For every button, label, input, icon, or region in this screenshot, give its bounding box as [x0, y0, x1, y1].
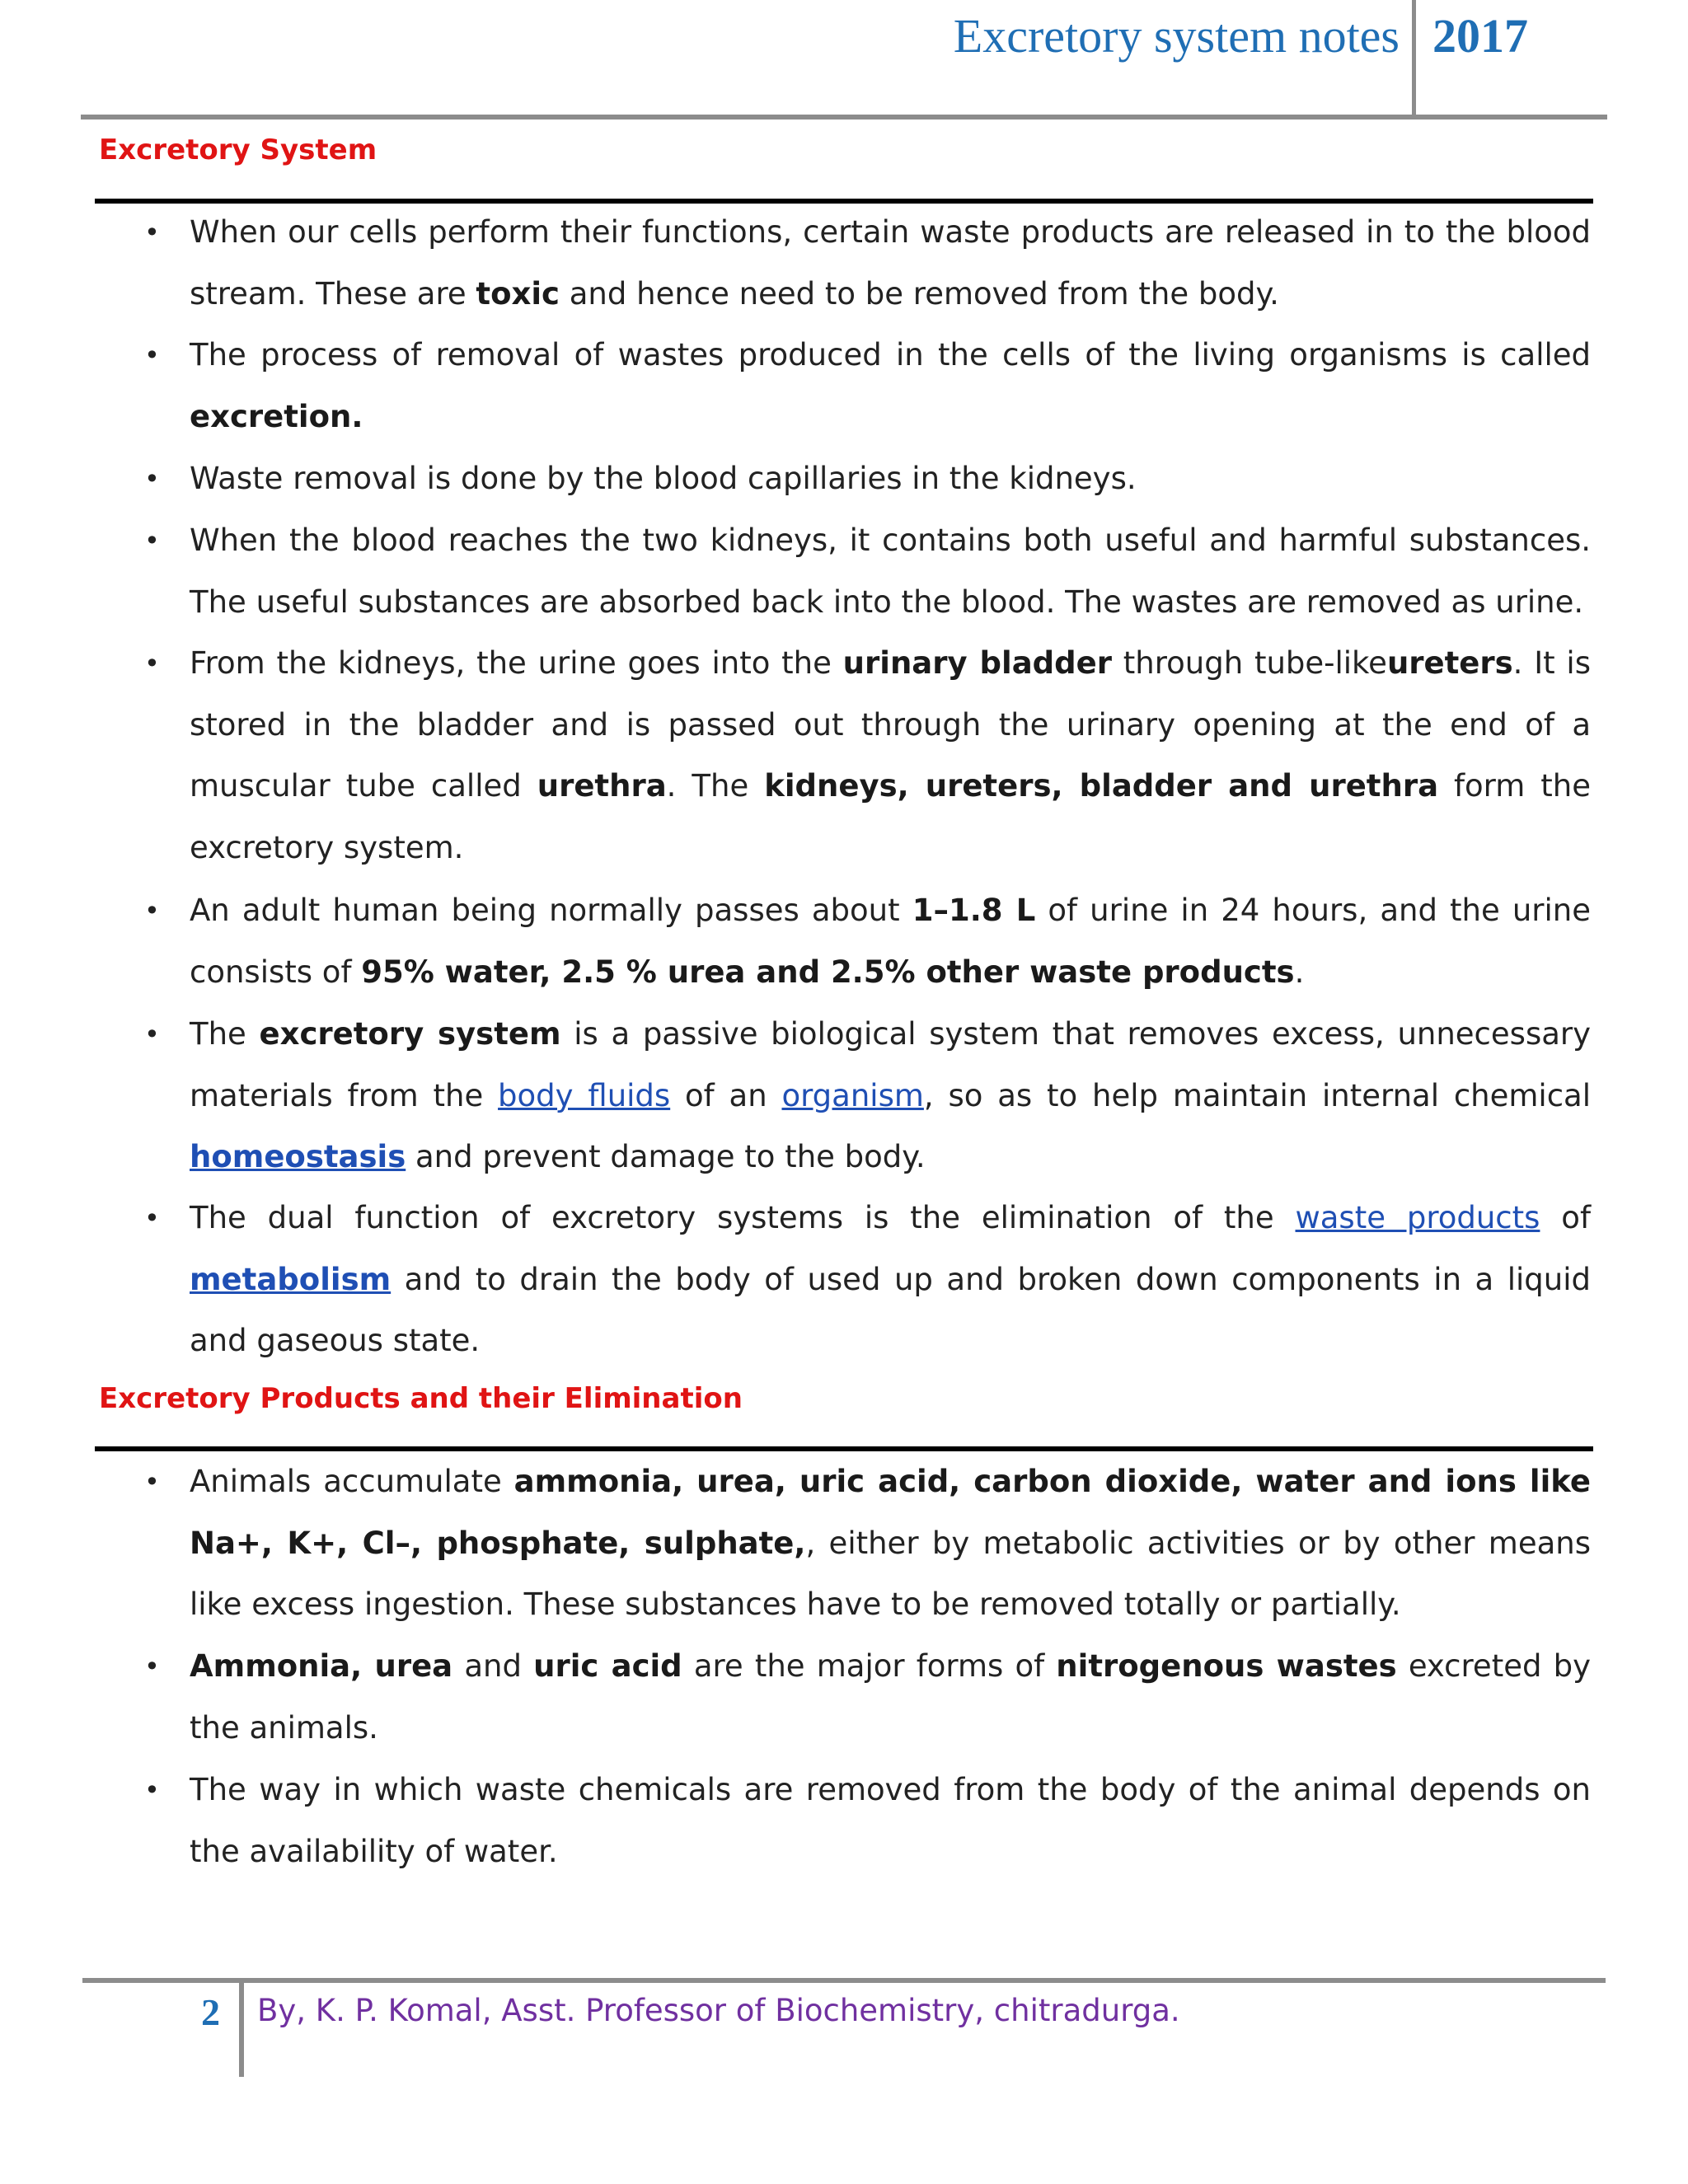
list-item-text: The dual function of excretory systems is the elimination of the waste products of metabolism and to drain the body of used up and broken down components in a liquid and gaseous state. [190, 1200, 1591, 1358]
bullet-icon: • [144, 1466, 160, 1497]
footer-divider [239, 1980, 244, 2077]
list-item [144, 325, 1591, 448]
bullet-icon: • [144, 463, 160, 494]
bullet-icon: • [144, 525, 160, 556]
bullet-icon: • [144, 1774, 160, 1806]
header-divider [1412, 0, 1416, 115]
bullet-icon: • [144, 1019, 160, 1050]
list-item [144, 448, 1591, 510]
header-rule [81, 115, 1607, 120]
bullet-icon: • [144, 1651, 160, 1682]
list-item-text: From the kidneys, the urine goes into the urinary bladder through tube-likeureters. It is stored in the bladder and is passed out through the urinary opening at the end of a muscular tube called urethra. The kidneys, ureters, bladder and urethra form the excretory system. [190, 645, 1591, 865]
list-item [144, 633, 1591, 879]
list-item-text: Ammonia, urea and uric acid are the major forms of nitrogenous wastes excreted by the animals. [190, 1648, 1591, 1746]
list-item-text: An adult human being normally passes about 1–1.8 L of urine in 24 hours, and the urine consists of 95% water, 2.5 % urea and 2.5% other waste products. [190, 893, 1592, 990]
list-item-text: When our cells perform their functions, certain waste products are released in to the blood stream. These are toxic and hence need to be removed from the body. [190, 214, 1591, 312]
bullet-icon: • [144, 340, 160, 371]
list-item [144, 1004, 1592, 1188]
bold-term: urinary bladder [842, 645, 1112, 681]
bold-term: kidneys, ureters, bladder and urethra [764, 768, 1439, 804]
list-item [144, 880, 1592, 1003]
document-title: Excretory system notes [953, 9, 1400, 63]
list-item [144, 1451, 1591, 1636]
list-item [144, 510, 1591, 633]
list-item-text: Animals accumulate ammonia, urea, uric acid, carbon dioxide, water and ions like Na+, K+, Cl–, phosphate, sulphate,, either by metabolic activities or by other means like excess ingestion. These substances have to be removed totally or partially. [190, 1464, 1591, 1622]
bullet-icon: • [144, 648, 160, 679]
bullet-icon: • [144, 895, 160, 926]
bullet-icon: • [144, 1202, 160, 1234]
term-link[interactable]: metabolism [190, 1261, 392, 1297]
section-heading-excretory-system: Excretory System [99, 134, 377, 166]
footer-rule [82, 1978, 1606, 1983]
bold-term: urethra [537, 768, 667, 804]
section-heading-excretory-products: Excretory Products and their Elimination [99, 1382, 743, 1415]
bold-term: uric acid [533, 1648, 682, 1684]
list-item-text: When the blood reaches the two kidneys, it contains both useful and harmful substances. The useful substances are absorbed back into the blood. The wastes are removed as urine. [190, 523, 1591, 620]
list-item-text: Waste removal is done by the blood capillaries in the kidneys. [190, 461, 1137, 496]
list-item-text: The process of removal of wastes produced in the cells of the living organisms is called excretion. [190, 337, 1591, 434]
bold-term: nitrogenous wastes [1056, 1648, 1397, 1684]
list-item [144, 1636, 1591, 1759]
term-link[interactable]: organism [781, 1077, 924, 1113]
list-item [144, 1760, 1591, 1882]
page-number: 2 [201, 1991, 220, 2033]
bullet-icon: • [144, 217, 160, 248]
bold-term: 1–1.8 L [912, 893, 1036, 928]
bold-term: toxic [476, 275, 560, 312]
term-link[interactable]: waste products [1295, 1200, 1540, 1235]
bold-term: excretory system [259, 1016, 561, 1052]
list-item-text: The way in which waste chemicals are removed from the body of the animal depends on the availability of water. [190, 1772, 1591, 1869]
list-item [144, 1188, 1591, 1372]
author-credit: By, K. P. Komal, Asst. Professor of Biochemistry, chitradurga. [257, 1993, 1180, 2028]
bold-term: Ammonia, urea [190, 1648, 453, 1684]
bold-term: 95% water, 2.5 % urea and 2.5% other waste products [361, 954, 1295, 990]
bold-term: ureters [1386, 645, 1513, 681]
term-link[interactable]: homeostasis [190, 1139, 406, 1174]
bold-term: excretion. [190, 398, 363, 434]
bold-term: ammonia, urea, uric acid, carbon dioxide, water and ions like Na+, K+, Cl–, phosphate, sulphate, [190, 1464, 1591, 1561]
document-year: 2017 [1432, 9, 1528, 63]
list-item [144, 202, 1591, 325]
term-link[interactable]: body fluids [498, 1077, 671, 1113]
list-item-text: The excretory system is a passive biological system that removes excess, unnecessary materials from the body fluids of an organism, so as to help maintain internal chemical homeostasis and prevent damage to the body. [190, 1016, 1592, 1174]
